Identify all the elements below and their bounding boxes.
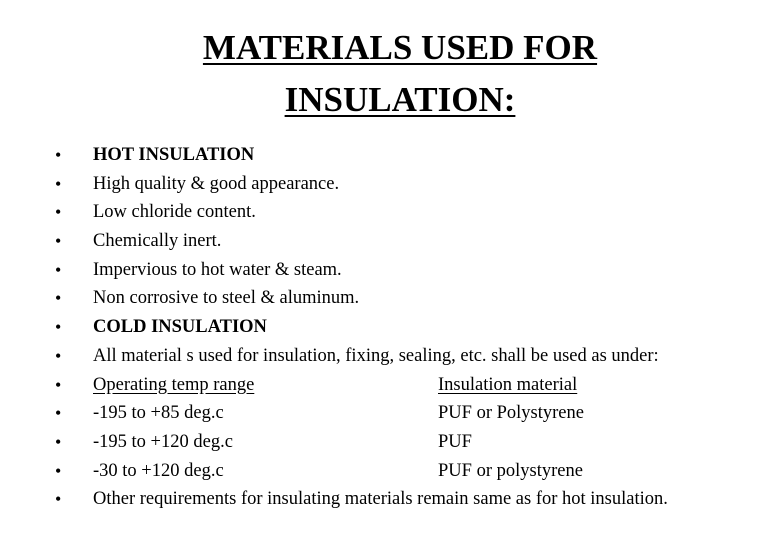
table-header-row <box>0 371 780 400</box>
list-item-text: All material s used for insulation, fixing, sealing, etc. shall be used as under: <box>93 345 659 366</box>
bullet-icon: • <box>55 317 62 338</box>
list-item <box>0 227 780 256</box>
bullet-icon: • <box>55 403 62 424</box>
list-item-text: Impervious to hot water & steam. <box>93 259 342 280</box>
list-item-text: Low chloride content. <box>93 202 256 223</box>
bullet-icon: • <box>55 231 62 252</box>
list-item <box>0 342 780 371</box>
bullet-icon: • <box>55 145 62 165</box>
bullet-icon: • <box>55 345 62 366</box>
table-row <box>0 428 780 457</box>
material-cell: PUF <box>438 431 472 452</box>
bullet-icon: • <box>55 259 62 280</box>
list-item <box>0 313 780 342</box>
list-item-text: Chemically inert. <box>93 231 222 252</box>
title-line-2: INSULATION: <box>284 80 516 119</box>
bullet-icon: • <box>55 288 62 309</box>
header-temp-range: Operating temp range <box>93 374 255 395</box>
bullet-icon: • <box>55 374 62 395</box>
material-cell: PUF or polystyrene <box>438 460 583 481</box>
temp-range-cell: -195 to +120 deg.c <box>93 431 233 452</box>
bullet-icon: • <box>55 202 62 223</box>
temp-range-cell: -30 to +120 deg.c <box>93 460 224 481</box>
table-row <box>0 399 780 428</box>
list-item-text: High quality & good appearance. <box>93 173 340 194</box>
section-heading-cold: COLD INSULATION <box>93 317 267 338</box>
bullet-icon: • <box>55 173 62 194</box>
bullet-icon: • <box>55 431 62 452</box>
material-cell: PUF or Polystyrene <box>438 403 584 424</box>
bullet-icon: • <box>55 460 62 481</box>
bullet-list <box>0 141 780 514</box>
list-item <box>0 170 780 199</box>
footer-item-text: Other requirements for insulating materials remain same as for hot insulation. <box>93 489 668 510</box>
section-heading-hot: HOT INSULATION <box>93 145 255 165</box>
title-line-1: MATERIALS USED FOR <box>202 28 598 67</box>
list-item <box>0 198 780 227</box>
list-item <box>0 141 780 170</box>
temp-range-cell: -195 to +85 deg.c <box>93 403 224 424</box>
list-item <box>0 485 780 514</box>
bullet-icon: • <box>55 489 62 510</box>
list-item-text: Non corrosive to steel & aluminum. <box>93 288 360 309</box>
table-row <box>0 457 780 486</box>
list-item <box>0 284 780 313</box>
header-insulation-material: Insulation material <box>438 374 578 395</box>
list-item <box>0 256 780 285</box>
